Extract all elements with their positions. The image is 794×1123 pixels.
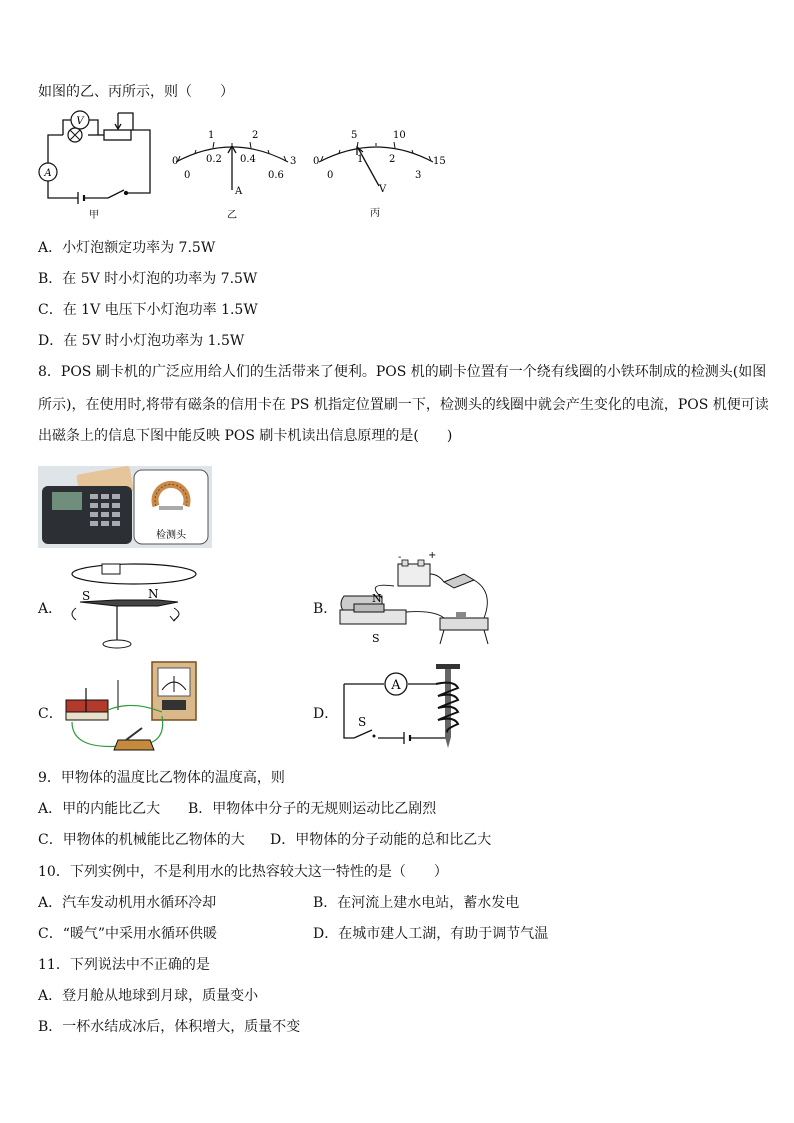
ammeter-upper-1: 1 (208, 130, 215, 141)
voltmeter-upper-2: 10 (393, 130, 406, 141)
q8-stem-line2: 所示)，在使用时,将带有磁条的信用卡在 PS 机指定位置刷一下，检测头的线圈中就会产生变化的电流，POS 机便可读 (38, 397, 769, 413)
figB-n-pole: N (372, 592, 382, 605)
ammeter-upper-3: 3 (290, 156, 297, 167)
q7-option-b: B．在 5V 时小灯泡的功率为 7.5W (38, 271, 258, 287)
voltmeter-upper-1: 5 (351, 130, 358, 141)
voltmeter-lower-3: 3 (415, 170, 422, 181)
caption-bing: 丙 (370, 208, 380, 219)
q8-option-d-label: D． (313, 706, 339, 722)
q8-figure-b-magnet-circuit (334, 552, 504, 652)
q11-stem: 11．下列说法中不正确的是 (38, 957, 210, 973)
q9-option-a: A．甲的内能比乙大 (38, 801, 161, 817)
circuit-diagram-jia (38, 108, 158, 223)
voltmeter-dial-symbol: V (379, 184, 387, 195)
caption-jia: 甲 (89, 210, 99, 221)
voltmeter-upper-3: 15 (433, 156, 446, 167)
figB-plus: + (428, 552, 437, 561)
figA-s-pole: S (82, 589, 91, 603)
ammeter-lower-1: 0.2 (206, 154, 222, 165)
q10-option-d: D．在城市建人工湖，有助于调节气温 (313, 926, 549, 942)
ammeter-dial-yi (162, 122, 304, 222)
figD-switch: S (358, 715, 367, 729)
q11-option-a: A．登月舱从地球到月球，质量变小 (38, 988, 259, 1004)
detector-label: 检测头 (156, 530, 186, 541)
ammeter-lower-2: 0.4 (240, 154, 256, 165)
voltmeter-lower-0: 0 (327, 170, 334, 181)
q10-stem: 10．下列实例中，不是利用水的比热容较大这一特性的是（ ） (38, 864, 448, 880)
q10-option-a: A．汽车发动机用水循环冷却 (38, 895, 217, 911)
q8-figure-d-electromagnet (338, 660, 468, 754)
ammeter-symbol: A (44, 168, 52, 179)
q8-option-c-label: C． (38, 706, 63, 722)
figA-n-pole: N (148, 587, 159, 601)
q7-option-c: C．在 1V 电压下小灯泡功率 1.5W (38, 302, 258, 318)
q9-option-b: B．甲物体中分子的无规则运动比乙剧烈 (188, 801, 437, 817)
voltmeter-symbol: V (76, 116, 84, 127)
figD-ammeter: A (391, 678, 401, 693)
q7-option-d: D．在 5V 时小灯泡功率为 1.5W (38, 333, 245, 349)
ammeter-lower-0: 0 (184, 170, 191, 181)
q8-figure-c-galvanometer (62, 660, 212, 760)
caption-yi: 乙 (227, 210, 237, 221)
figB-minus: - (398, 552, 402, 563)
q7-stem-tail: 如图的乙、丙所示，则（ ） (38, 84, 234, 100)
q10-option-c: C．“暖气”中采用水循环供暖 (38, 926, 218, 942)
voltmeter-lower-1: 1 (357, 154, 364, 165)
ammeter-upper-2: 2 (252, 130, 259, 141)
voltmeter-lower-2: 2 (389, 154, 396, 165)
ammeter-upper-0: 0 (172, 156, 179, 167)
q9-option-c: C．甲物体的机械能比乙物体的大 (38, 832, 245, 848)
pos-machine-photo (38, 466, 212, 548)
q8-figure-a-oersted (62, 560, 212, 652)
ammeter-dial-symbol: A (235, 186, 243, 197)
q9-option-d: D．甲物体的分子动能的总和比乙大 (270, 832, 492, 848)
q8-option-a-label: A． (38, 601, 63, 617)
q8-stem-line1: 8．POS 刷卡机的广泛应用给人们的生活带来了便利。POS 机的刷卡位置有一个绕有线圈的小铁环制成的检测头(如图 (38, 364, 767, 380)
q9-stem: 9．甲物体的温度比乙物体的温度高，则 (38, 770, 285, 786)
q10-option-b: B．在河流上建水电站，蓄水发电 (313, 895, 520, 911)
q7-option-a: A．小灯泡额定功率为 7.5W (38, 240, 216, 256)
q8-stem-line3: 出磁条上的信息下图中能反映 POS 刷卡机读出信息原理的是( ) (38, 428, 453, 444)
voltmeter-dial-bing (305, 122, 451, 222)
figB-s-pole: S (372, 632, 380, 645)
q11-option-b: B．一杯水结成冰后，体积增大，质量不变 (38, 1019, 301, 1035)
voltmeter-upper-0: 0 (313, 156, 320, 167)
q8-option-b-label: B． (313, 601, 338, 617)
ammeter-lower-3: 0.6 (268, 170, 284, 181)
